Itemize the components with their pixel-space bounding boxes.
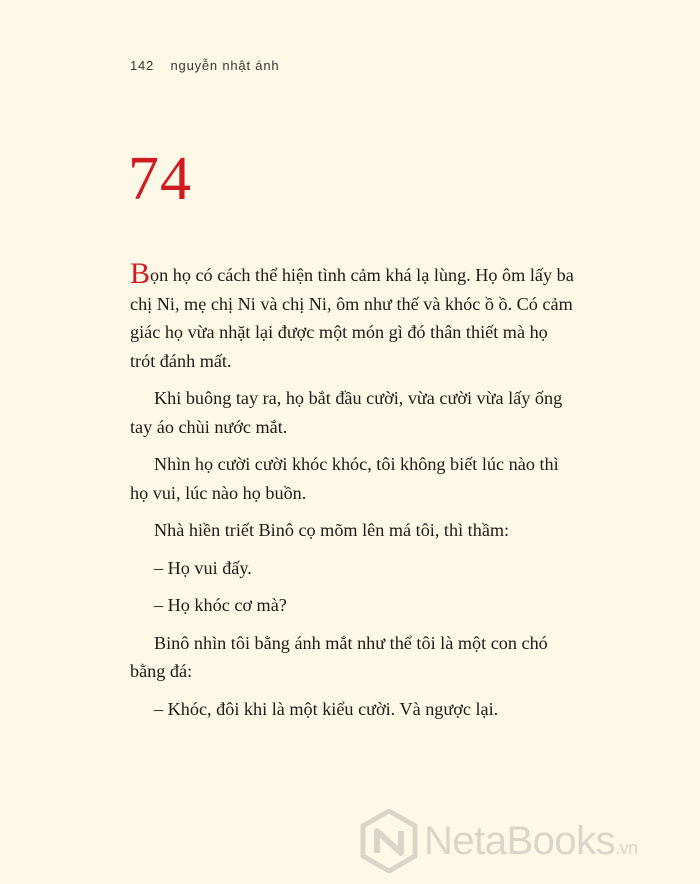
paragraph-1-text: ọn họ có cách thể hiện tình cảm khá lạ lùng. Họ ôm lấy ba chị Ni, mẹ chị Ni và chị Ni, ôm như thế và khóc ồ ồ. Có cảm giác họ vừa nhặt lại được một món gì đó thân thiết mà họ trót đánh mất. [130,265,574,371]
page-number: 142 [130,58,155,73]
paragraph-3: Nhìn họ cười cười khóc khóc, tôi không biết lúc nào thì họ vui, lúc nào họ buồn. [130,454,559,503]
author-name: nguyễn nhật ánh [170,58,280,73]
paragraph-2: Khi buông tay ra, họ bắt đầu cười, vừa cười vừa lấy ống tay áo chùi nước mắt. [130,388,563,437]
dialogue-3: – Khóc, đôi khi là một kiểu cười. Và ngược lại. [154,698,499,719]
paragraph-4: Nhà hiền triết Binô cọ mõm lên má tôi, thì thầm: [154,520,510,540]
watermark-brand: NetaBooks.vn [424,818,638,863]
chapter-body [130,259,575,732]
paragraph-1 [130,259,575,375]
netabooks-logo-icon [360,809,418,873]
dialogue-2: – Họ khóc cơ mà? [154,595,287,615]
watermark [360,806,690,876]
running-head [130,58,279,73]
watermark-domain: .vn [615,837,638,858]
chapter-number: 74 [128,145,192,213]
drop-initial: B [130,257,151,290]
paragraph-5: Binô nhìn tôi bằng ánh mắt như thể tôi là một con chó bằng đá: [130,632,548,681]
dialogue-1: – Họ vui đấy. [154,557,252,578]
